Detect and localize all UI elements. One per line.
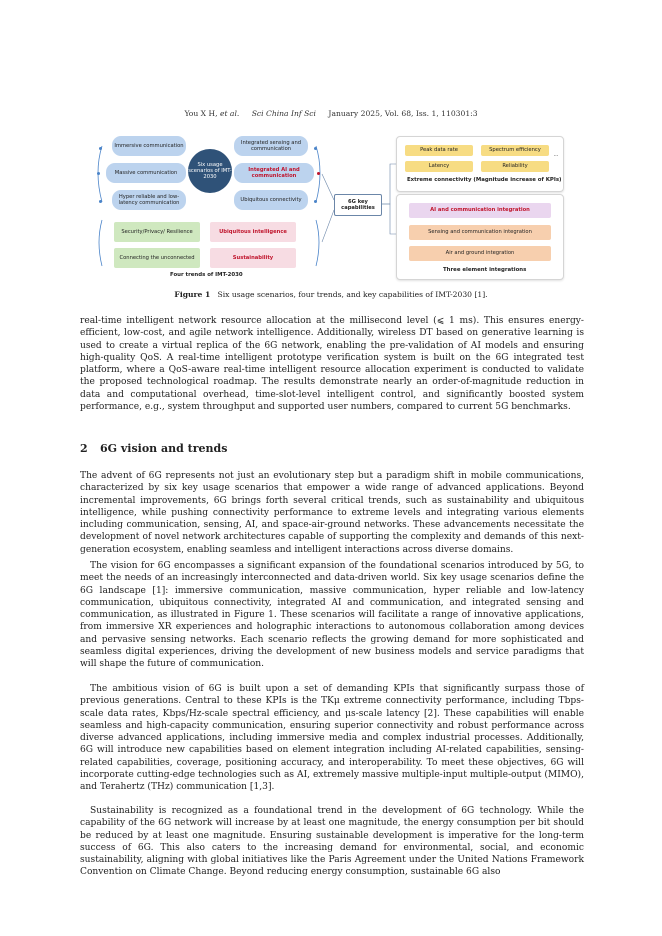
bullet-dot [99,200,102,203]
scenario-immersive: Immersive communication [112,136,186,156]
scenario-ubiquitous: Ubiquitous connectivity [234,190,308,210]
trend-connecting: Connecting the unconnected [114,248,200,268]
bullet-dot [99,147,102,150]
kpi-panel [396,136,564,192]
scenario-isac: Integrated sensing and communication [234,136,308,156]
kpi-label: Extreme connectivity (Magnitude increase of KPIs) [407,177,562,183]
trend-intelligence: Ubiquitous intelligence [210,222,296,242]
header-authors: You X H, [184,109,218,118]
bullet-dot [317,172,320,175]
trends-label: Four trends of IMT-2030 [170,272,243,278]
figure-caption-text: Six usage scenarios, four trends, and key capabilities of IMT-2030 [1]. [217,290,488,299]
running-header [0,109,662,118]
kpi-peak-rate: Peak data rate [405,145,473,156]
paragraph-4: Sustainability is recognized as a foundational trend in the development of 6G technology. While the capability of the 6G network will increase by at least one magnitude, the energy consumption per bit should be reduced by at least one magnitude. Ensuring sustainable development is imperative for the long-term success of 6G. This also caters to the increasing demand for environmental, social, and economic sustainability, aligning with global initiatives like the Paris Agreement under the United Nations Framework Convention on Climate Change. Beyond reducing energy consumption, sustainable 6G also [80,806,584,878]
bullet-dot [314,200,317,203]
trend-security: Security/Privacy/ Resilience [114,222,200,242]
paragraph-0: real-time intelligent network resource allocation at the millisecond level (⩽ 1 ms). This ensures energy-efficient, low-cost, and agile network intelligence. Additionally, wireless DT based on generative learning is used to create a virtual replica of the 6G network, enabling the pre-validation of AI models and ensuring high-quality QoS. A real-time intelligent prototype verification system is built on the 6G integrated test platform, where a QoS-aware real-time intelligent resource allocation experiment is conducted to validate the proposed technological roadmap. The results demonstrate nearly an order-of-magnitude reduction in data and computational overhead, time-slot-level intelligent control, and significantly boosted system performance, e.g., system throughput and supported user numbers, compared to current 5G benchmarks. [80,316,584,413]
integration-air-ground: Air and ground integration [409,246,551,261]
kpi-reliability: Reliability [481,161,549,172]
kpi-more: ... [553,151,559,158]
bullet-dot [314,147,317,150]
integration-ai: AI and communication integration [409,203,551,218]
six-scenarios-core: Six usage scenarios of IMT-2030 [188,149,232,193]
paragraph-3: The ambitious vision of 6G is built upon a set of demanding KPIs that significantly surpass those of previous generations. Central to these KPIs is the TKμ extreme connectivity performance, including Tbps-scale data rates, Kbps/Hz-scale spectral efficiency, and μs-scale latency [2]. These capabilities will enable seamless and high-capacity communication, ensuring superior connectivity and robust performance across diverse advanced applications, including immersive media and complex industrial processes. Additionally, 6G will introduce new capabilities based on element integration including AI-related capabilities, sensing-related capabilities, coverage, positioning accuracy, and interoperability. To meet these objectives, 6G will incorporate cutting-edge technologies such as AI, extremely massive multiple-input multiple-output (MIMO), and Terahertz (THz) communication [1,3]. [80,684,584,793]
header-etal: et al. [219,109,240,118]
section-title: 6G vision and trends [100,442,228,455]
trend-sustainability: Sustainability [210,248,296,268]
bullet-dot [97,172,100,175]
kpi-spectrum: Spectrum efficiency [481,145,549,156]
paragraph-1: The advent of 6G represents not just an evolutionary step but a paradigm shift in mobile communications, characterized by six key usage scenarios that empower a wide range of advanced applications. Beyond incremental improvements, 6G brings forth several critical trends, such as sustainability and ubiquitous intelligence, while pushing connectivity performance to extreme levels and integrating various elements including communication, sensing, AI, and space-air-ground networks. These advancements necessitate the development of novel network architectures capable of supporting the complexity and demands of this next-generation ecosystem, enabling seamless and intelligent interactions across diverse domains. [80,471,584,555]
integration-label: Three element integrations [443,267,527,273]
scenario-integrated-ai: Integrated AI and communication [234,163,314,183]
scenario-massive: Massive communication [106,163,186,183]
header-issue: January 2025, Vol. 68, Iss. 1, 110301:3 [328,109,478,118]
figure-1 [90,130,570,282]
key-capabilities: 6G key capabilities [334,194,382,216]
integration-panel [396,194,564,280]
figure-caption-label: Figure 1 [174,290,211,299]
figure-caption [0,290,662,299]
section-number: 2 [80,442,88,455]
section-heading [80,442,227,455]
integration-sensing: Sensing and communication integration [409,225,551,240]
scenario-hrllc: Hyper reliable and low-latency communication [112,190,186,210]
kpi-latency: Latency [405,161,473,172]
paragraph-2: The vision for 6G encompasses a significant expansion of the foundational scenarios introduced by 5G, to meet the needs of an increasingly interconnected and data-driven world. Six key usage scenarios define the 6G landscape [1]: immersive communication, massive communication, hyper reliable and low-latency communication, ubiquitous connectivity, integrated AI and communication, and integrated sensing and communication, as illustrated in Figure 1. These scenarios will facilitate a range of innovative applications, from immersive XR experiences and holographic interactions to autonomous collaboration among devices and pervasive sensing networks. Each scenario reflects the growing demand for more sophisticated and seamless digital experiences, driving the development of new business models and service paradigms that will shape the future of communication. [80,561,584,670]
header-journal: Sci China Inf Sci [251,109,316,118]
